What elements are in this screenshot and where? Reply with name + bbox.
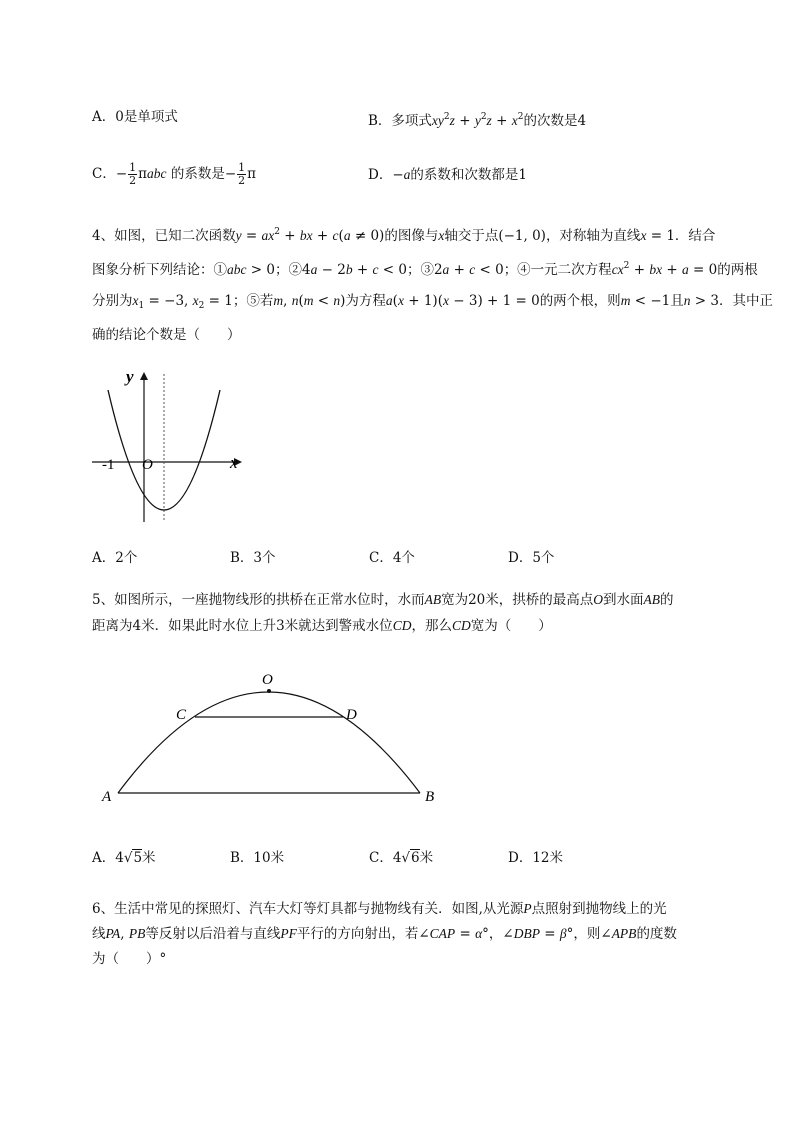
q3-option-c-mid: 的系数是 — [170, 166, 225, 182]
q4-parabola-graph — [88, 362, 258, 532]
q3-option-b-suffix: 的次数是4 — [523, 113, 587, 129]
label-a: A — [102, 789, 112, 805]
q4-text: 确的结论个数是（ ） — [92, 327, 241, 343]
q5-text: 宽为20米，拱桥的最高点 — [441, 592, 594, 608]
q3-option-d — [368, 165, 527, 185]
graph-y-label: y — [126, 367, 134, 386]
q5-option-b: B．10米 — [230, 850, 285, 866]
arch-curve — [118, 692, 420, 793]
q3-option-b-expr: $xy^2z + y^2z + x^2$ — [431, 112, 524, 129]
q4-text: ．其中正 — [718, 293, 773, 309]
q4-text: 且 — [670, 293, 684, 309]
graph-x-label: x — [230, 453, 238, 472]
vertex-point-o — [267, 689, 271, 693]
q5-line-2: 距离为4米．如果此时水位上升3米就达到警戒水位CD，那么CD宽为（ ） — [92, 618, 552, 634]
q3-option-d-prefix: D． — [368, 167, 393, 183]
q4-line-3: 分别为$x_1 = -3$, $x_2 = 1$；⑤若m, n(m < n)为方程a(x + 1)(x − 3) + 1 = 0的两个根，则m < −1且n > 3．其中正 — [92, 293, 773, 311]
q3-option-a-text: A．0是单项式 — [92, 109, 178, 125]
q4-text: 为方程 — [345, 293, 386, 309]
q4-option-b: B．3个 — [230, 550, 276, 566]
q4-text: ；④一元二次方程 — [503, 262, 612, 278]
q4-option-a: A．2个 — [92, 550, 138, 566]
q5-text: 的 — [660, 592, 674, 608]
label-b: B — [425, 789, 435, 805]
q5-option-c: C．4√6米 — [369, 850, 434, 866]
q3-option-b — [368, 107, 586, 131]
q3-option-c-expr: − $\frac{1}{2}$ πabc — [115, 161, 167, 187]
graph-neg-one-label: -1 — [102, 457, 115, 473]
q3-option-d-suffix: 的系数和次数都是1 — [410, 167, 527, 183]
q6-text: 线 — [92, 926, 106, 942]
q6-text: 6、生活中常见的探照灯、汽车大灯等灯具都与抛物线有关．如图,从光源 — [92, 901, 524, 917]
q5-option-c-radicand: 6 — [411, 850, 420, 866]
q4-line-1: 4、如图，已知二次函数$y = ax^2$ + bx + c(a ≠ 0)的图像与x轴交于点(−1, 0)，对称轴为直线x = 1．结合 — [92, 227, 716, 244]
q4-text: 的两个根，则 — [539, 293, 621, 309]
q3-option-b-prefix: B．多项式 — [368, 113, 432, 129]
q3-option-c-prefix: C． — [92, 166, 116, 182]
q5-option-a: A．4√5米 — [92, 850, 156, 866]
q6-text: 点照射到抛物线上的光 — [531, 901, 667, 917]
q6-text: 等反射以后沿着与直线 — [145, 926, 281, 942]
q5-option-c-prefix: C．4 — [369, 850, 402, 866]
q4-option-d: D．5个 — [508, 550, 555, 566]
q5-arch-bridge-figure — [96, 665, 446, 810]
q6-text: 平行的方向射出，若 — [296, 926, 419, 942]
q3-option-d-expr: −a — [392, 167, 411, 183]
q6-text: 的度数 — [636, 926, 677, 942]
q3-option-c-coef: − $\frac{1}{2}$ π — [224, 161, 257, 187]
q4-option-c: C．4个 — [369, 550, 415, 566]
q6-line-2: 线PA, PB等反射以后沿着与直线PF平行的方向射出，若∠CAP = α°，∠DBP = β°，则∠APB的度数 — [92, 926, 677, 942]
q6-text: 为（ ）° — [92, 951, 167, 967]
q6-line-1: 6、生活中常见的探照灯、汽车大灯等灯具都与抛物线有关．如图,从光源P点照射到抛物线上的光 — [92, 901, 667, 917]
label-c: C — [176, 707, 187, 723]
q5-text: ，那么 — [411, 618, 452, 634]
q5-text: 5、如图所示，一座抛物线形的拱桥在正常水位时，水而 — [92, 592, 425, 608]
q4-text: ．结合 — [674, 228, 716, 244]
q5-option-a-suffix: 米 — [142, 850, 156, 866]
label-d: D — [346, 707, 357, 723]
q3-option-c — [92, 162, 256, 187]
q4-text: 图象分析下列结论：① — [92, 262, 227, 278]
q6-line-3 — [92, 949, 166, 969]
q4-text: 分别为 — [92, 293, 133, 309]
q4-text: ，对称轴为直线 — [545, 228, 641, 244]
q4-text: ；② — [274, 262, 302, 278]
q4-text: 的两根 — [717, 262, 758, 278]
q5-option-a-radicand: 5 — [133, 850, 143, 866]
graph-origin-label: O — [142, 457, 153, 473]
q4-text: 轴交于点 — [444, 228, 499, 244]
q6-text: ，则 — [573, 926, 601, 942]
q4-text: ；③ — [406, 262, 434, 278]
q6-text: ， — [488, 926, 503, 942]
q5-option-c-suffix: 米 — [419, 850, 434, 866]
q5-text: 距离为4米．如果此时水位上升3米就达到警戒水位 — [92, 618, 393, 634]
q4-text: 的图像与 — [384, 228, 439, 244]
q4-line-4 — [92, 325, 241, 345]
q4-text: ；⑤若 — [232, 293, 274, 309]
q5-text: 到水面 — [603, 592, 644, 608]
q5-line-1: 5、如图所示，一座抛物线形的拱桥在正常水位时，水而AB宽为20米，拱桥的最高点O到水面AB的 — [92, 592, 674, 608]
y-axis-arrow-icon — [140, 372, 148, 380]
q4-line-2: 图象分析下列结论：①abc > 0；②4a − 2b + c < 0；③2a + c < 0；④一元二次方程$cx^2$ + bx + a = 0的两根 — [92, 261, 758, 278]
q3-option-a — [92, 107, 178, 127]
q4-text: 4、如图，已知二次函数 — [92, 228, 236, 244]
q5-option-d: D．12米 — [508, 850, 564, 866]
q5-option-a-prefix: A．4 — [92, 850, 124, 866]
label-o: O — [262, 672, 273, 688]
q5-text: 宽为（ ） — [470, 618, 552, 634]
